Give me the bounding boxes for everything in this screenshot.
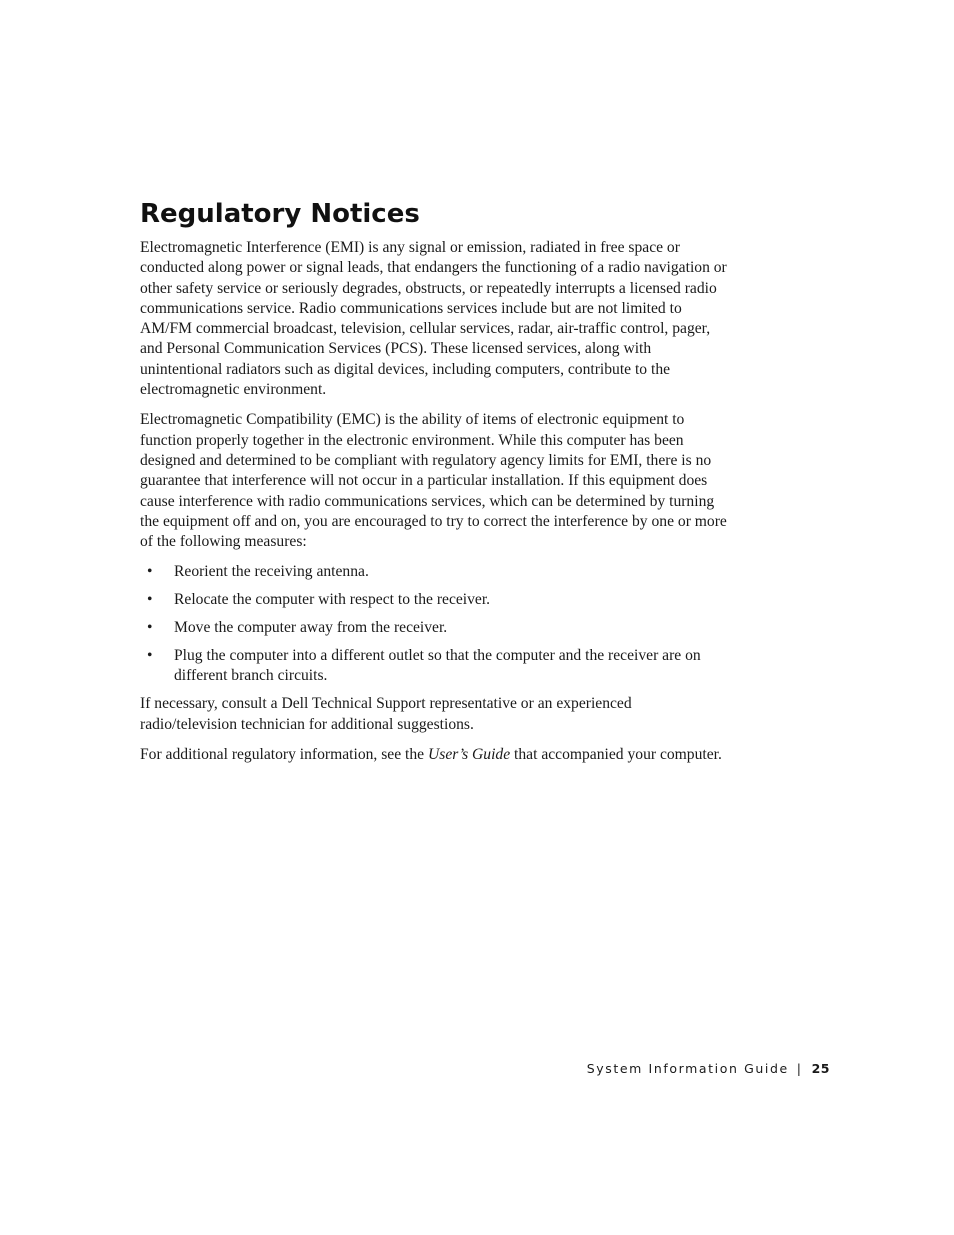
emi-paragraph: Electromagnetic Interference (EMI) is any signal or emission, radiated in free space or conducted along power or signal leads, that endangers the functioning of a radio navigation or other safety service or seriously degrades, obstructs, or repeatedly interrupts a licensed radio communications service. Radio communications services include but are not limited to AM/FM commercial broadcast, television, cellular services, radar, air-traffic control, pager, and Personal Communication Services (PCS). These licensed services, along with unintentional radiators such as digital devices, including computers, contribute to the electromagnetic environment. <box>140 239 727 399</box>
page-footer <box>587 1061 830 1076</box>
consult-paragraph: If necessary, consult a Dell Technical Support representative or an experienced radio/television technician for additional suggestions. <box>140 695 632 733</box>
list-item: • Move the computer away from the receiver. <box>140 618 732 638</box>
additional-info-text-end: that accompanied your computer. <box>510 746 722 764</box>
measures-list <box>140 562 732 686</box>
page-number: 25 <box>811 1061 830 1076</box>
additional-info-text-start: For additional regulatory information, see the <box>140 746 428 764</box>
list-item: • Relocate the computer with respect to the receiver. <box>140 590 732 610</box>
emc-paragraph: Electromagnetic Compatibility (EMC) is the ability of items of electronic equipment to function properly together in the electronic environment. While this computer has been designed and determined to be compliant with regulatory agency limits for EMI, there is no guarantee that interference will not occur in a particular installation. If this equipment does cause interference with radio communications services, which can be determined by turning the equipment off and on, you are encouraged to try to correct the interference by one or more of the following measures: <box>140 411 727 551</box>
users-guide-title: User’s Guide <box>427 746 511 764</box>
list-item: • Plug the computer into a different outlet so that the computer and the receiver are on different branch circuits. <box>140 646 732 687</box>
list-item: • Reorient the receiving antenna. <box>140 562 732 582</box>
footer-separator: | <box>796 1061 803 1076</box>
additional-info-paragraph <box>140 745 732 765</box>
page-title: Regulatory Notices <box>140 199 420 229</box>
footer-guide-title: System Information Guide <box>586 1061 789 1076</box>
body-content <box>140 238 732 775</box>
